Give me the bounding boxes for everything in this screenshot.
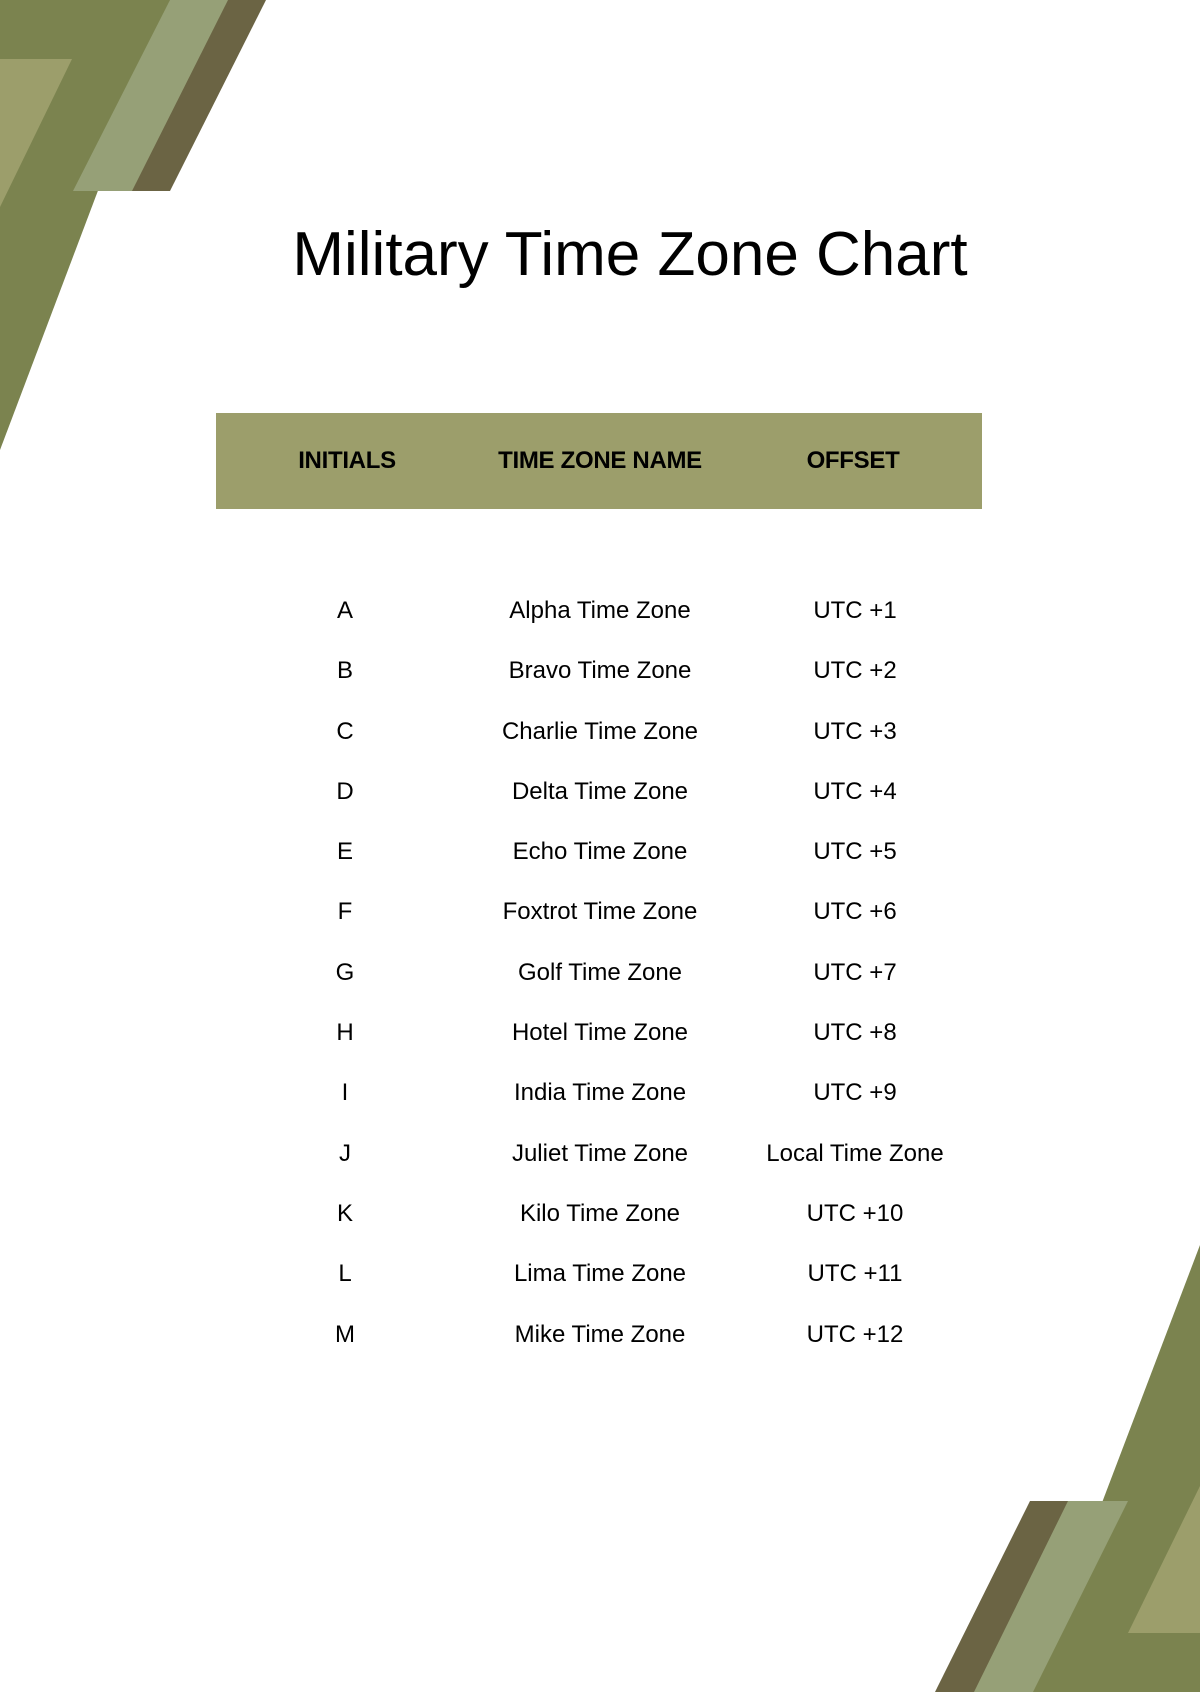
cell-time-zone-name: Lima Time Zone (513, 1260, 687, 1288)
cell-offset: UTC +8 (813, 1019, 897, 1047)
cell-initials: E (336, 838, 353, 866)
table-row (0, 943, 1200, 1003)
cell-time-zone-name: Echo Time Zone (512, 838, 688, 866)
header-time-zone-name: TIME ZONE NAME (498, 447, 702, 474)
cell-initials: C (336, 717, 354, 745)
table-row (0, 1305, 1200, 1365)
cell-initials: H (336, 1019, 354, 1047)
cell-offset: UTC +3 (813, 717, 897, 745)
table-row (0, 1184, 1200, 1244)
cell-initials: L (338, 1260, 352, 1288)
table-row (0, 702, 1200, 762)
cell-time-zone-name: Juliet Time Zone (511, 1139, 689, 1167)
cell-time-zone-name: Delta Time Zone (511, 777, 689, 805)
table-row (0, 1063, 1200, 1123)
header-offset: OFFSET (806, 447, 900, 474)
cell-time-zone-name: Kilo Time Zone (519, 1199, 681, 1227)
cell-initials: J (339, 1139, 351, 1167)
cell-initials: A (336, 597, 353, 624)
cell-offset: UTC +7 (813, 958, 897, 986)
cell-time-zone-name: India Time Zone (513, 1079, 687, 1107)
cell-initials: D (336, 777, 354, 805)
table-row (0, 762, 1200, 822)
cell-initials: G (335, 958, 355, 986)
cell-offset: UTC +12 (806, 1320, 904, 1348)
cell-initials: F (337, 898, 353, 926)
cell-offset: UTC +11 (807, 1260, 903, 1288)
table-row (0, 1244, 1200, 1304)
cell-initials: B (336, 657, 353, 685)
table-row (0, 822, 1200, 882)
table-row (0, 641, 1200, 701)
table-header (216, 413, 982, 509)
cell-offset: UTC +1 (813, 597, 897, 624)
page-title: Military Time Zone Chart (292, 220, 968, 289)
cell-time-zone-name: Hotel Time Zone (511, 1019, 689, 1047)
table-row (0, 581, 1200, 641)
cell-offset: UTC +5 (813, 838, 897, 866)
table-row (0, 882, 1200, 942)
table-row (0, 1003, 1200, 1063)
cell-time-zone-name: Mike Time Zone (514, 1320, 686, 1348)
cell-offset: UTC +4 (813, 777, 897, 805)
cell-offset: UTC +10 (806, 1199, 904, 1227)
cell-offset: Local Time Zone (766, 1139, 944, 1167)
header-initials: INITIALS (298, 447, 396, 474)
cell-time-zone-name: Foxtrot Time Zone (502, 898, 698, 926)
cell-offset: UTC +2 (813, 657, 897, 685)
cell-time-zone-name: Alpha Time Zone (509, 597, 691, 624)
cell-initials: I (341, 1079, 349, 1107)
cell-initials: M (335, 1320, 355, 1348)
cell-time-zone-name: Charlie Time Zone (501, 717, 699, 745)
table-body (0, 581, 1200, 1365)
cell-time-zone-name: Bravo Time Zone (508, 657, 692, 685)
cell-initials: K (336, 1199, 353, 1227)
cell-offset: UTC +9 (813, 1079, 897, 1107)
cell-time-zone-name: Golf Time Zone (517, 958, 683, 986)
table-row (0, 1124, 1200, 1184)
cell-offset: UTC +6 (813, 898, 897, 926)
